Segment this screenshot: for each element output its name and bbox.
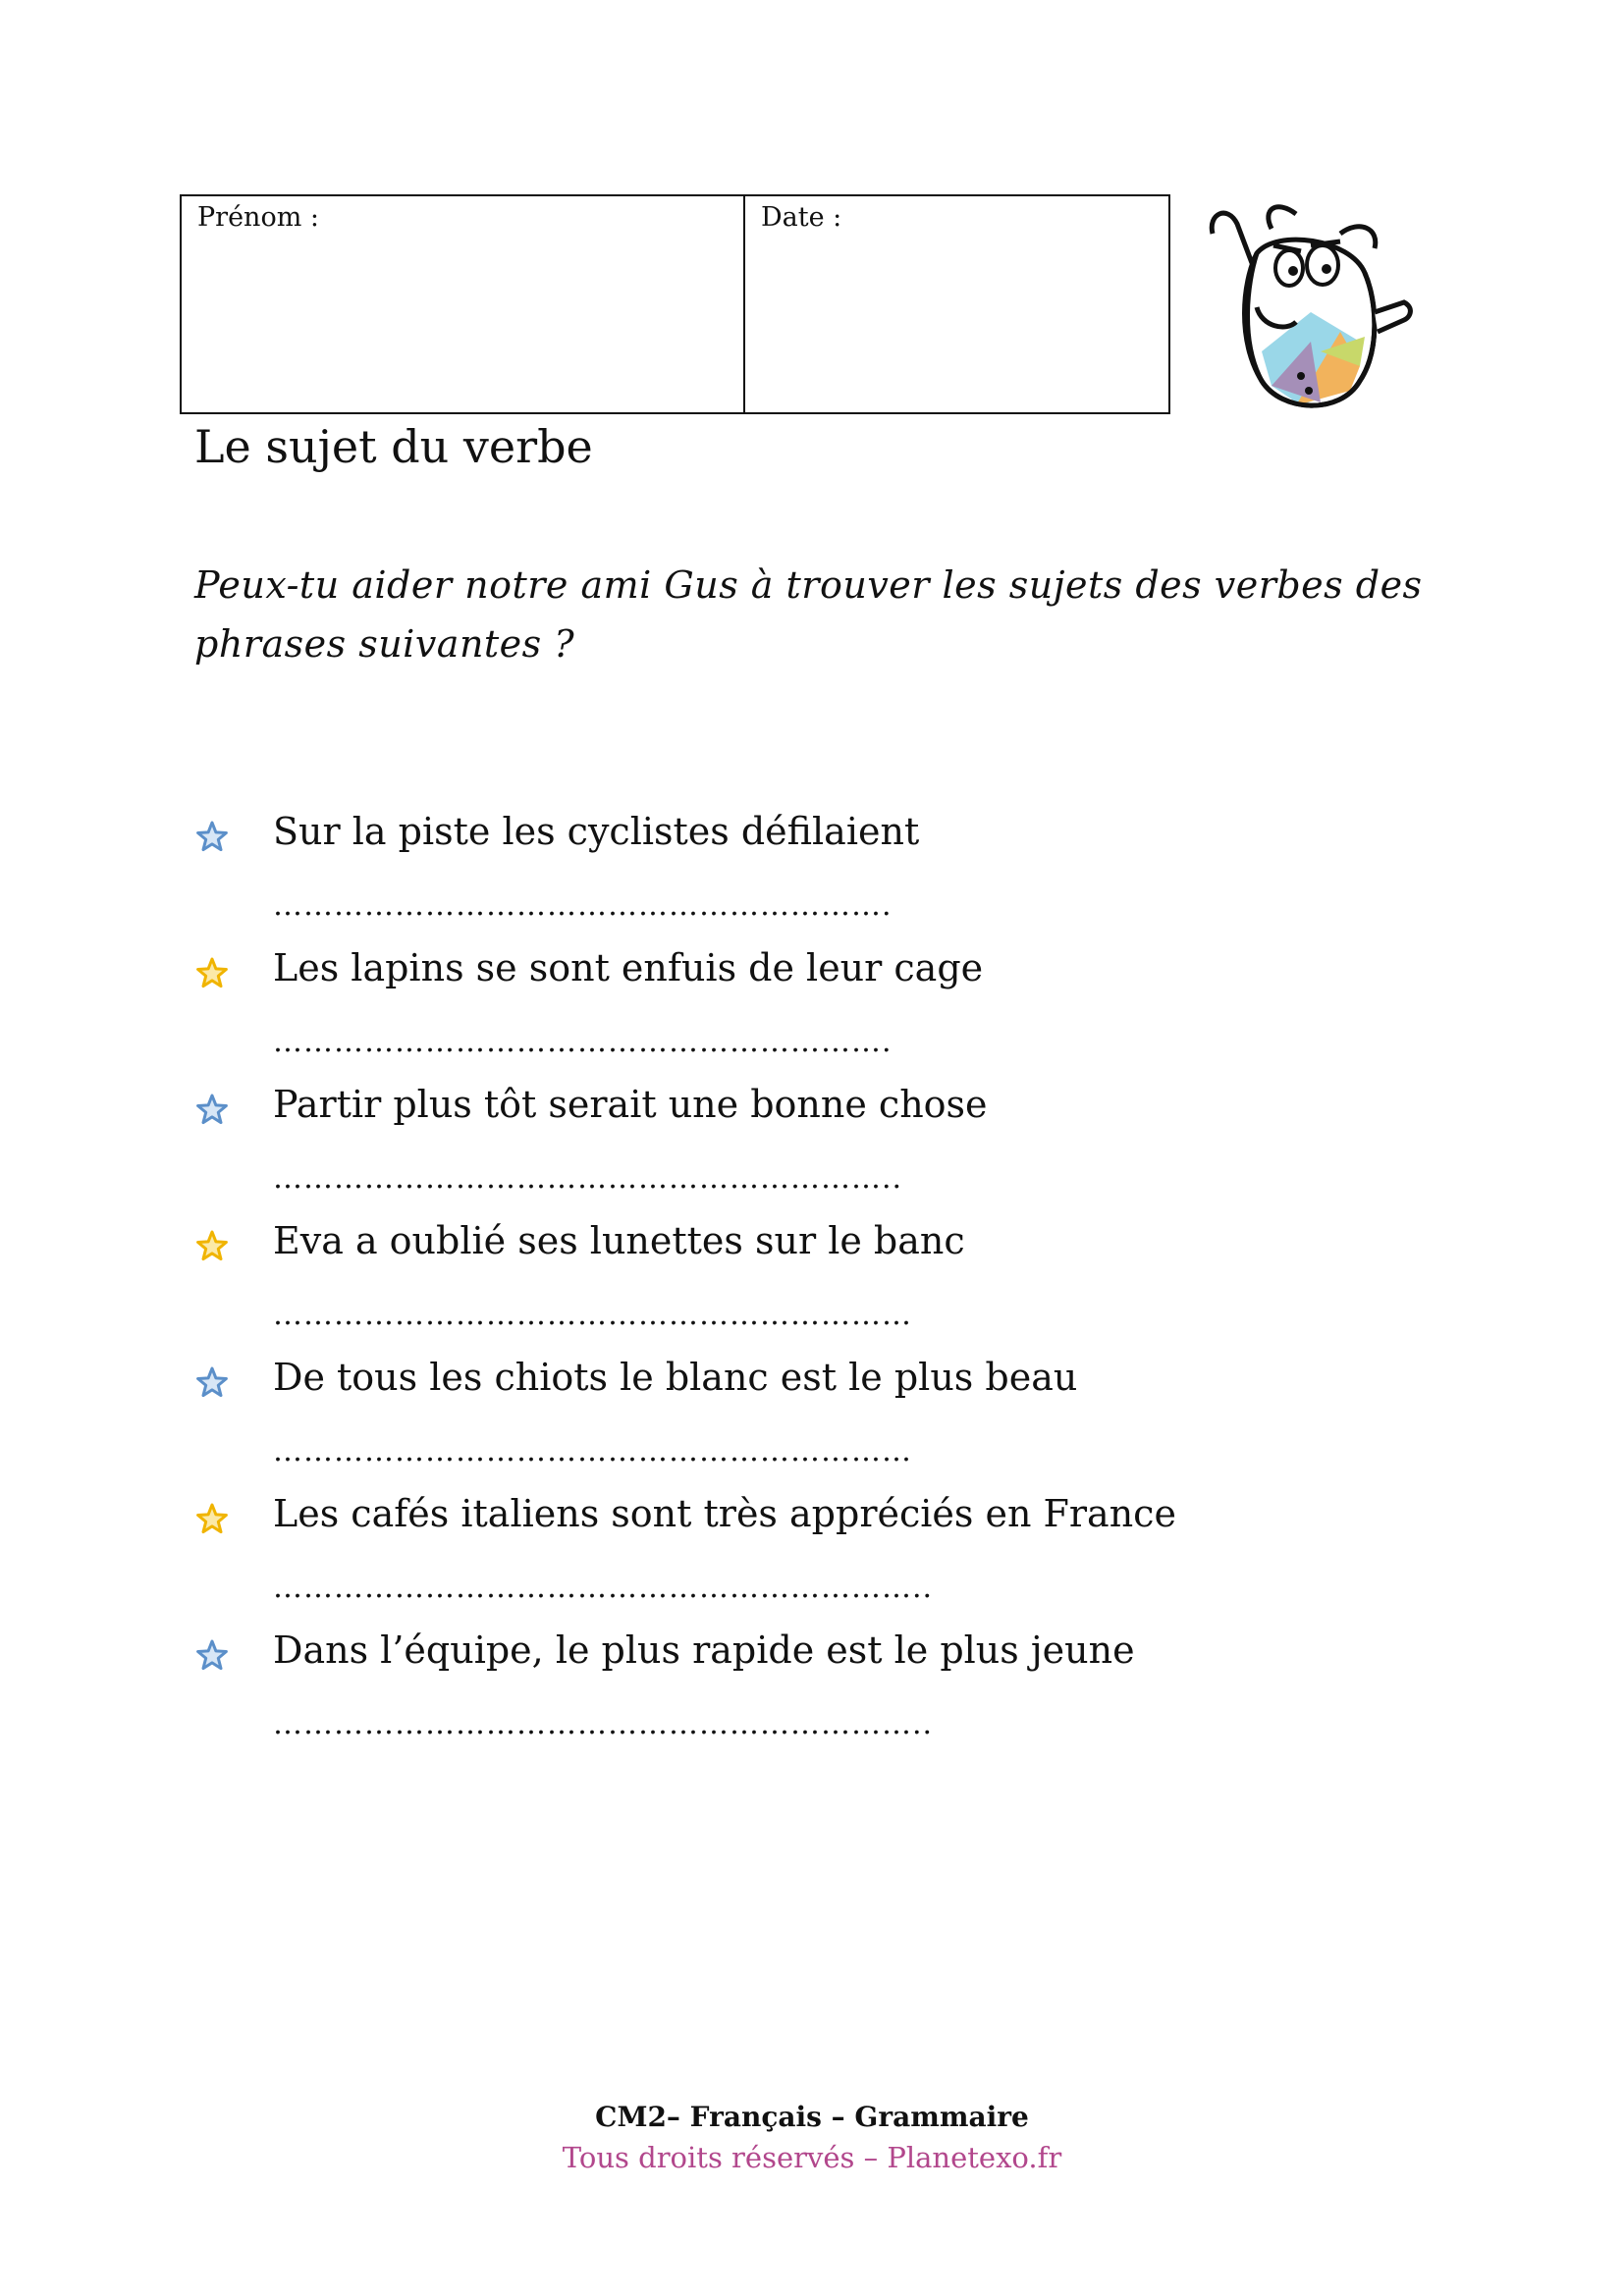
exercise-item xyxy=(0,1219,1624,1357)
page-title: Le sujet du verbe xyxy=(194,420,593,473)
exercise-sentence: De tous les chiots le blanc est le plus beau xyxy=(273,1356,1078,1399)
exercise-item xyxy=(0,1492,1624,1629)
exercise-item xyxy=(0,946,1624,1084)
exercise-item xyxy=(0,810,1624,947)
prenom-field[interactable] xyxy=(182,196,745,412)
exercise-sentence: Sur la piste les cyclistes défilaient xyxy=(273,810,920,853)
gus-mascot-icon xyxy=(1203,194,1419,420)
footer-title: CM2– Français – Grammaire xyxy=(595,2101,1029,2133)
star-icon xyxy=(194,820,230,855)
answer-line[interactable]: ……………………………………………………. xyxy=(273,1025,893,1059)
student-info-box xyxy=(180,194,1170,414)
instruction-text: Peux-tu aider notre ami Gus à trouver les sujets des verbes des phrases suivantes ? xyxy=(194,563,1423,666)
answer-line[interactable]: ……………………………………………………….. xyxy=(273,1571,934,1605)
footer-copyright: Tous droits réservés – Planetexo.fr xyxy=(562,2141,1062,2174)
answer-line[interactable]: ……………………………………………………….. xyxy=(273,1707,934,1741)
star-icon xyxy=(194,1365,230,1401)
exercise-sentence: Les cafés italiens sont très appréciés en France xyxy=(273,1492,1176,1535)
date-label: Date : xyxy=(761,202,842,233)
star-icon xyxy=(194,956,230,991)
answer-line[interactable]: …………………………………………………….. xyxy=(273,1161,903,1196)
prenom-label: Prénom : xyxy=(197,202,319,233)
exercise-item xyxy=(0,1356,1624,1493)
exercise-sentence: Les lapins se sont enfuis de leur cage xyxy=(273,946,984,989)
exercise-sentence: Eva a oublié ses lunettes sur le banc xyxy=(273,1219,965,1262)
star-icon xyxy=(194,1638,230,1674)
star-icon xyxy=(194,1502,230,1537)
exercise-sentence: Partir plus tôt serait une bonne chose xyxy=(273,1083,988,1126)
star-icon xyxy=(194,1093,230,1128)
exercise-sentence: Dans l’équipe, le plus rapide est le plus jeune xyxy=(273,1629,1135,1672)
star-icon xyxy=(194,1229,230,1264)
exercise-item xyxy=(0,1083,1624,1220)
answer-line[interactable]: ……………………………………………………. xyxy=(273,888,893,923)
exercise-item xyxy=(0,1629,1624,1766)
date-field[interactable] xyxy=(745,196,1168,412)
answer-line[interactable]: ……………………………………………………… xyxy=(273,1298,912,1332)
answer-line[interactable]: ……………………………………………………… xyxy=(273,1434,912,1468)
